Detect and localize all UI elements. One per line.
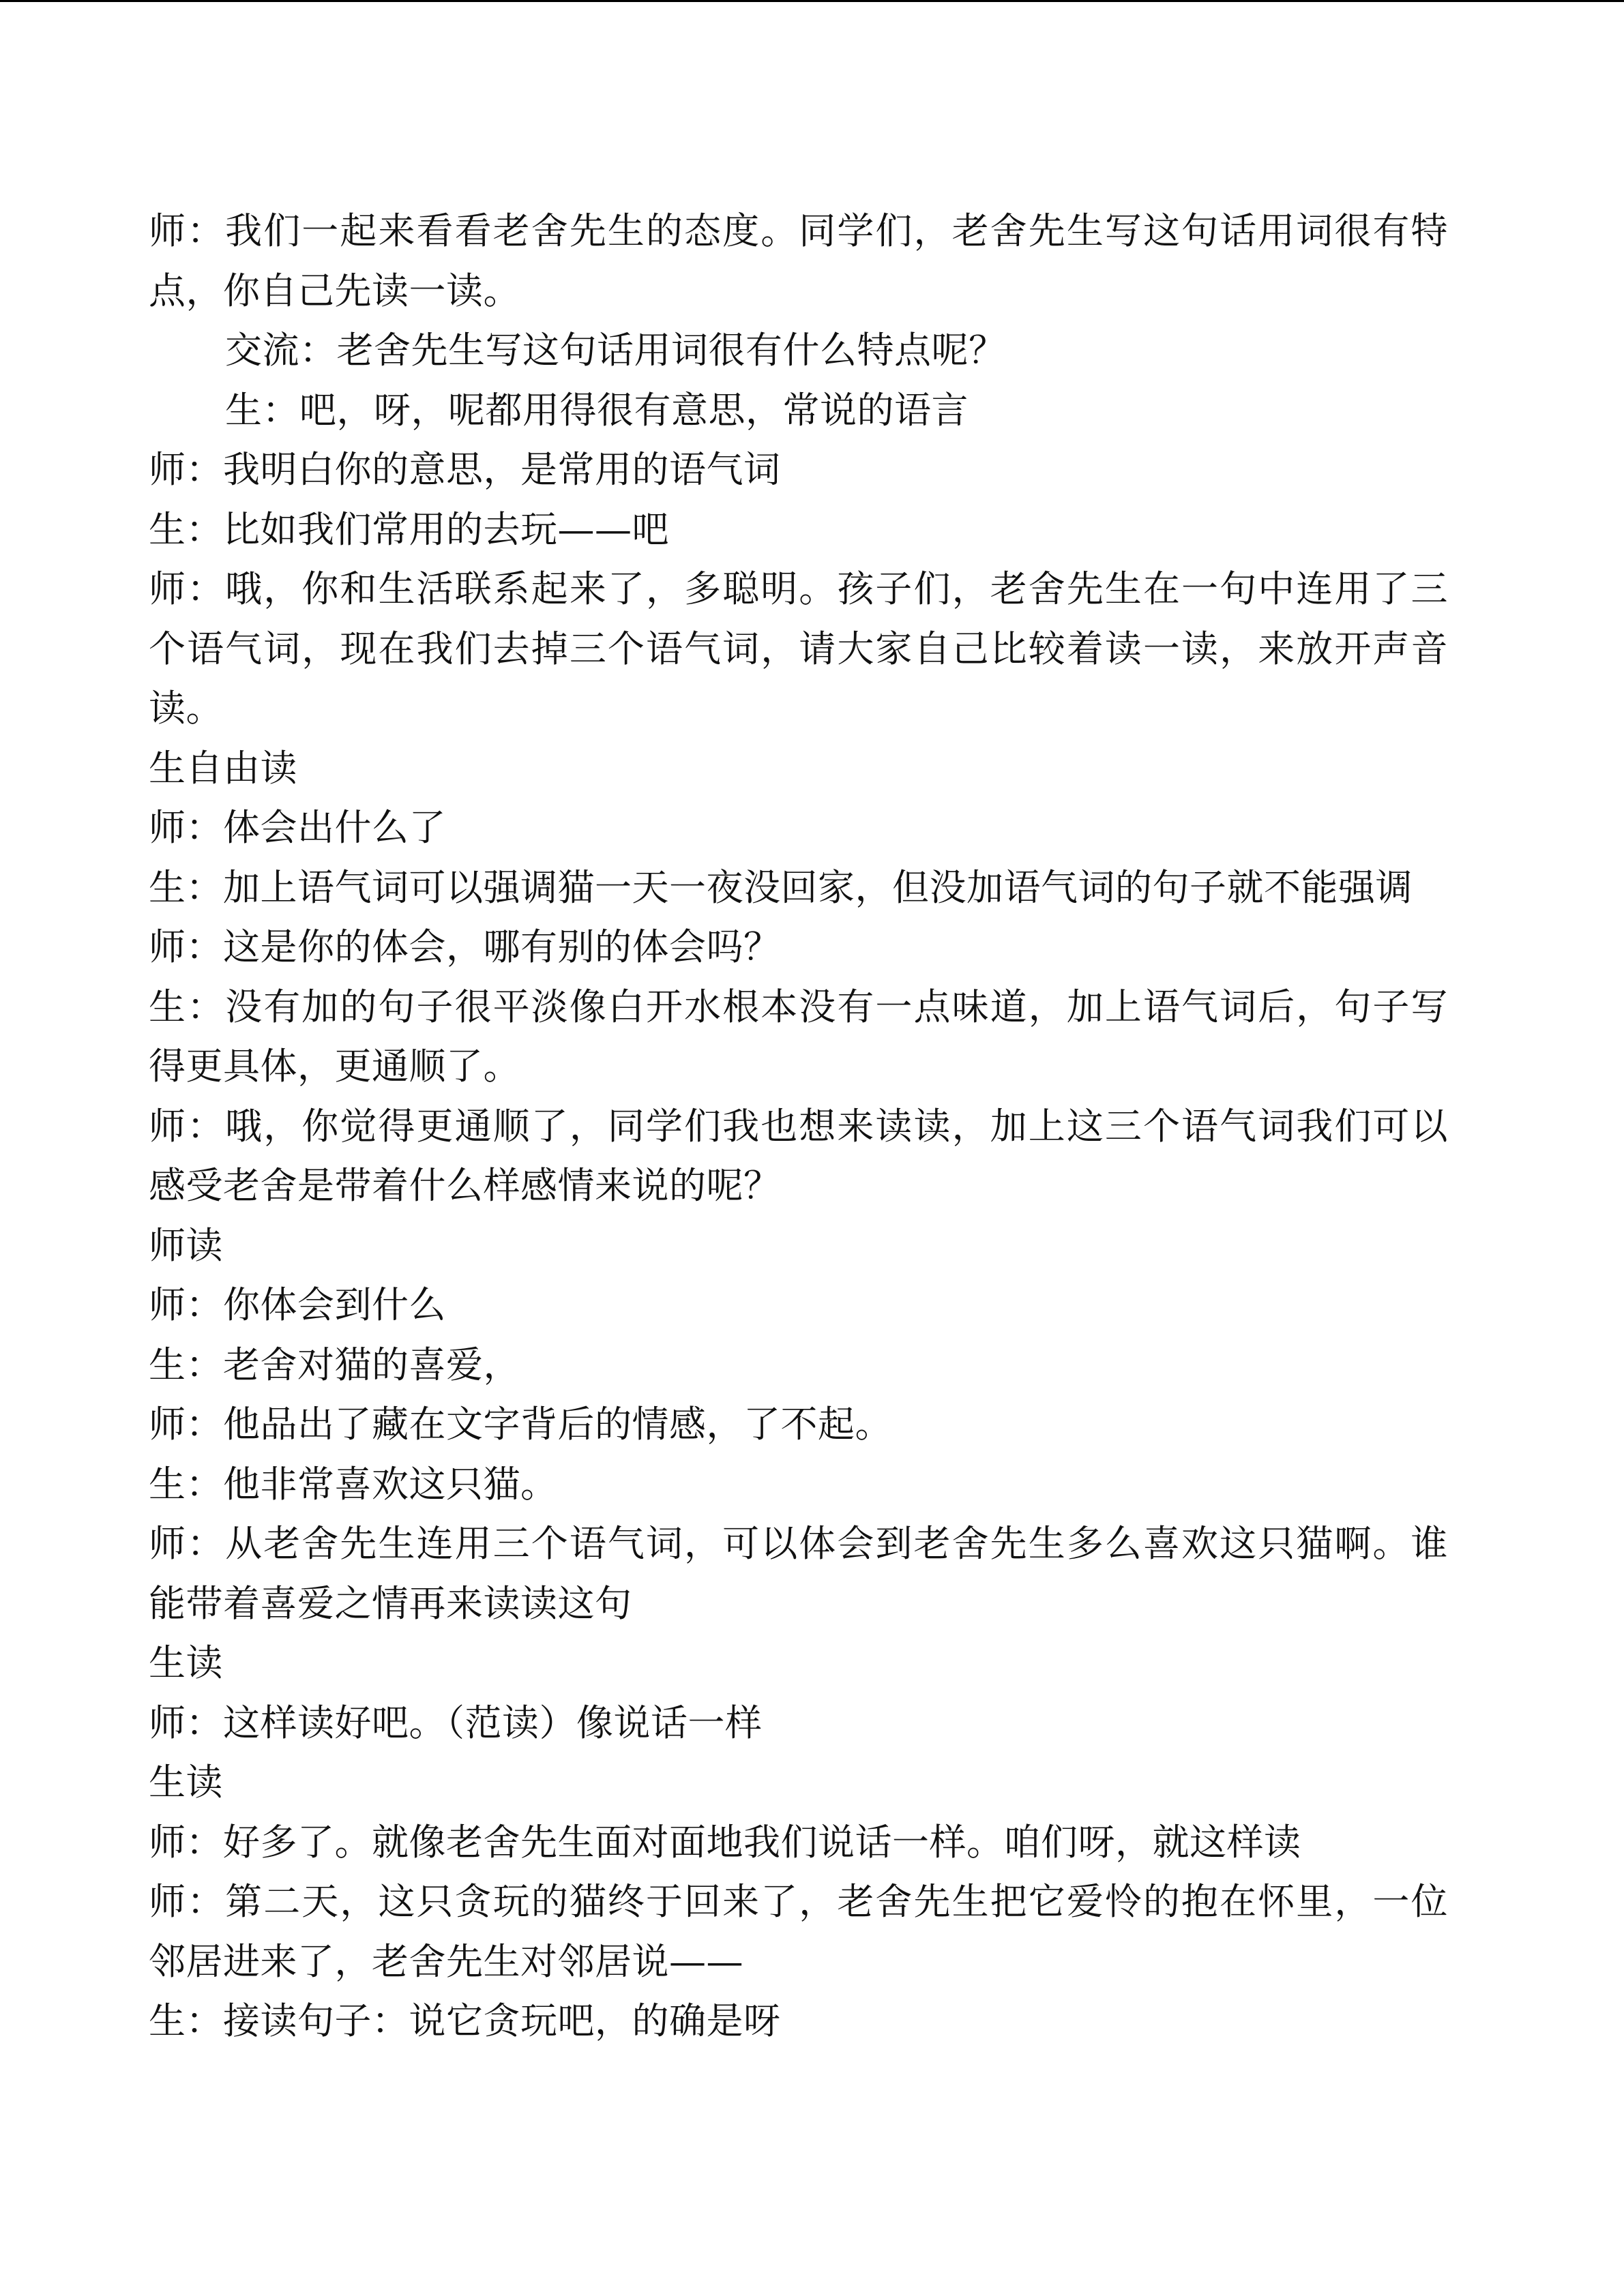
paragraph: 师：你体会到什么	[149, 1283, 446, 1326]
paragraph: 生：加上语气词可以强调猫一天一夜没回家，但没加语气词的句子就不能强调	[149, 865, 1413, 909]
paragraph: 师：哦，你和生活联系起来了，多聪明。孩子们，老舍先生在一句中连用了三个语气词，现在我们去掉三个语气词，请大家自己比较着读一读，来放开声音读。	[149, 567, 1448, 730]
paragraph: 生：没有加的句子很平淡像白开水根本没有一点味道，加上语气词后，句子写得更具体，更通顺了。	[149, 985, 1448, 1088]
paragraph: 生：老舍对猫的喜爱，	[149, 1343, 520, 1386]
paragraph: 师读	[149, 1223, 223, 1267]
paragraph: 师：好多了。就像老舍先生面对面地我们说话一样。咱们呀，就这样读	[149, 1820, 1301, 1864]
paragraph: 师：哦，你觉得更通顺了，同学们我也想来读读，加上这三个语气词我们可以感受老舍是带着什么样感情来说的呢？	[149, 1104, 1448, 1207]
paragraph: 生：他非常喜欢这只猫。	[149, 1462, 558, 1506]
paragraph: 师：体会出什么了	[149, 806, 446, 849]
paragraph: 师：我们一起来看看老舍先生的态度。同学们，老舍先生写这句话用词很有特点，你自己先读一读。	[149, 209, 1448, 312]
paragraph: 生：接读句子：说它贪玩吧，的确是呀	[149, 1999, 781, 2042]
paragraph: 师：第二天，这只贪玩的猫终于回来了，老舍先生把它爱怜的抱在怀里，一位邻居进来了，老舍先生对邻居说——	[149, 1880, 1448, 1983]
page-top-border	[0, 0, 1624, 2]
paragraph: 师：他品出了藏在文字背后的情感，了不起。	[149, 1403, 892, 1446]
paragraph: 师：我明白你的意思，是常用的语气词	[149, 448, 781, 491]
paragraph: 生读	[149, 1761, 223, 1804]
paragraph: 师：这样读好吧。（范读）像说话一样	[149, 1701, 763, 1744]
paragraph: 生读	[149, 1641, 223, 1684]
paragraph: 交流：老舍先生写这句话用词很有什么特点呢？	[225, 329, 1006, 372]
document-body	[149, 201, 1448, 2051]
paragraph: 生自由读	[149, 746, 297, 790]
paragraph: 师：这是你的体会，哪有别的体会吗？	[149, 925, 781, 968]
paragraph: 生：吧，呀，呢都用得很有意思，常说的语言	[225, 388, 969, 432]
paragraph: 师：从老舍先生连用三个语气词，可以体会到老舍先生多么喜欢这只猫啊。谁能带着喜爱之情再来读读这句	[149, 1522, 1448, 1625]
paragraph: 生：比如我们常用的去玩——吧	[149, 507, 669, 551]
